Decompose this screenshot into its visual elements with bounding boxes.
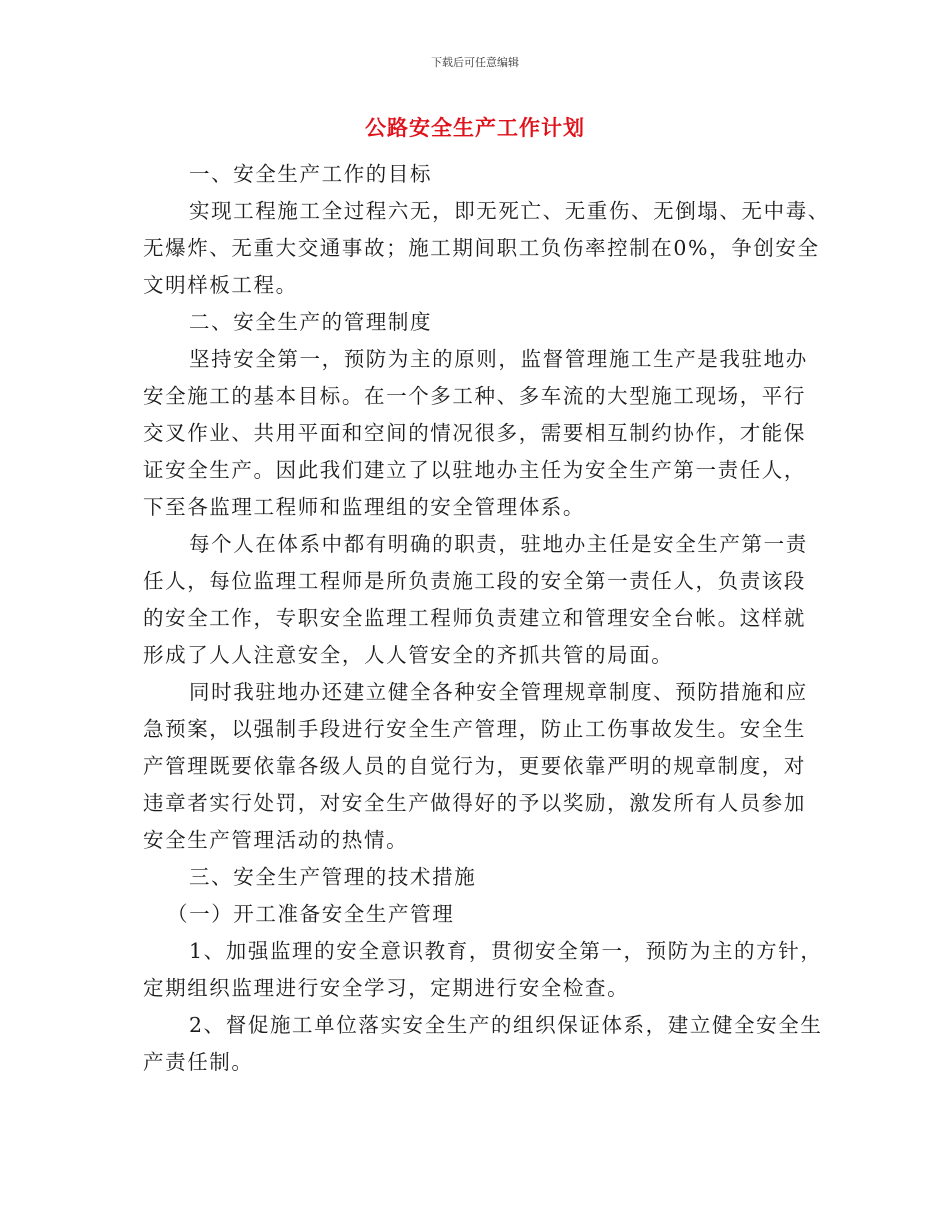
body-line: 产责任制。: [143, 1050, 254, 1074]
body-line: 三、安全生产管理的技术措施: [189, 865, 477, 889]
body-line: 任人，每位监理工程师是所负责施工段的安全第一责任人，负责该段: [143, 569, 806, 593]
document-body: [143, 156, 830, 1081]
body-line: 同时我驻地办还建立健全各种安全管理规章制度、预防措施和应: [189, 680, 808, 704]
body-line: 的安全工作，专职安全监理工程师负责建立和管理安全台帐。这样就: [143, 606, 806, 630]
body-line: 一、安全生产工作的目标: [189, 162, 433, 186]
body-line: 产管理既要依靠各级人员的自觉行为，更要依靠严明的规章制度，对: [143, 754, 806, 778]
body-line: 二、安全生产的管理制度: [189, 310, 433, 334]
body-line: （一）开工准备安全生产管理: [167, 902, 455, 926]
body-line: 违章者实行处罚，对安全生产做得好的予以奖励，激发所有人员参加: [143, 791, 806, 815]
body-line: 形成了人人注意安全，人人管安全的齐抓共管的局面。: [143, 643, 674, 667]
body-line: 实现工程施工全过程六无，即无死亡、无重伤、无倒塌、无中毒、: [189, 199, 830, 223]
body-line: 安全施工的基本目标。在一个多工种、多车流的大型施工现场，平行: [143, 384, 806, 408]
body-line: 急预案，以强制手段进行安全生产管理，防止工伤事故发生。安全生: [143, 717, 806, 741]
body-line: 下至各监理工程师和监理组的安全管理体系。: [143, 495, 585, 519]
body-line: 无爆炸、无重大交通事故；施工期间职工负伤率控制在0%，争创安全: [143, 236, 820, 260]
body-line: 坚持安全第一，预防为主的原则，监督管理施工生产是我驻地办: [189, 347, 808, 371]
body-line: 安全生产管理活动的热情。: [143, 828, 409, 852]
body-line: 交叉作业、共用平面和空间的情况很多，需要相互制约协作，才能保: [143, 421, 806, 445]
body-line: 2、督促施工单位落实安全生产的组织保证体系，建立健全安全生: [189, 1013, 823, 1037]
document-title: 公路安全生产工作计划: [365, 116, 585, 140]
body-line: 证安全生产。因此我们建立了以驻地办主任为安全生产第一责任人，: [143, 458, 806, 482]
header-note: 下载后可任意编辑: [431, 56, 519, 69]
body-line: 每个人在体系中都有明确的职责，驻地办主任是安全生产第一责: [189, 532, 808, 556]
body-line: 1、加强监理的安全意识教育，贯彻安全第一，预防为主的方针，: [189, 939, 823, 963]
body-line: 文明样板工程。: [143, 273, 298, 297]
body-line: 定期组织监理进行安全学习，定期进行安全检查。: [143, 976, 630, 1000]
